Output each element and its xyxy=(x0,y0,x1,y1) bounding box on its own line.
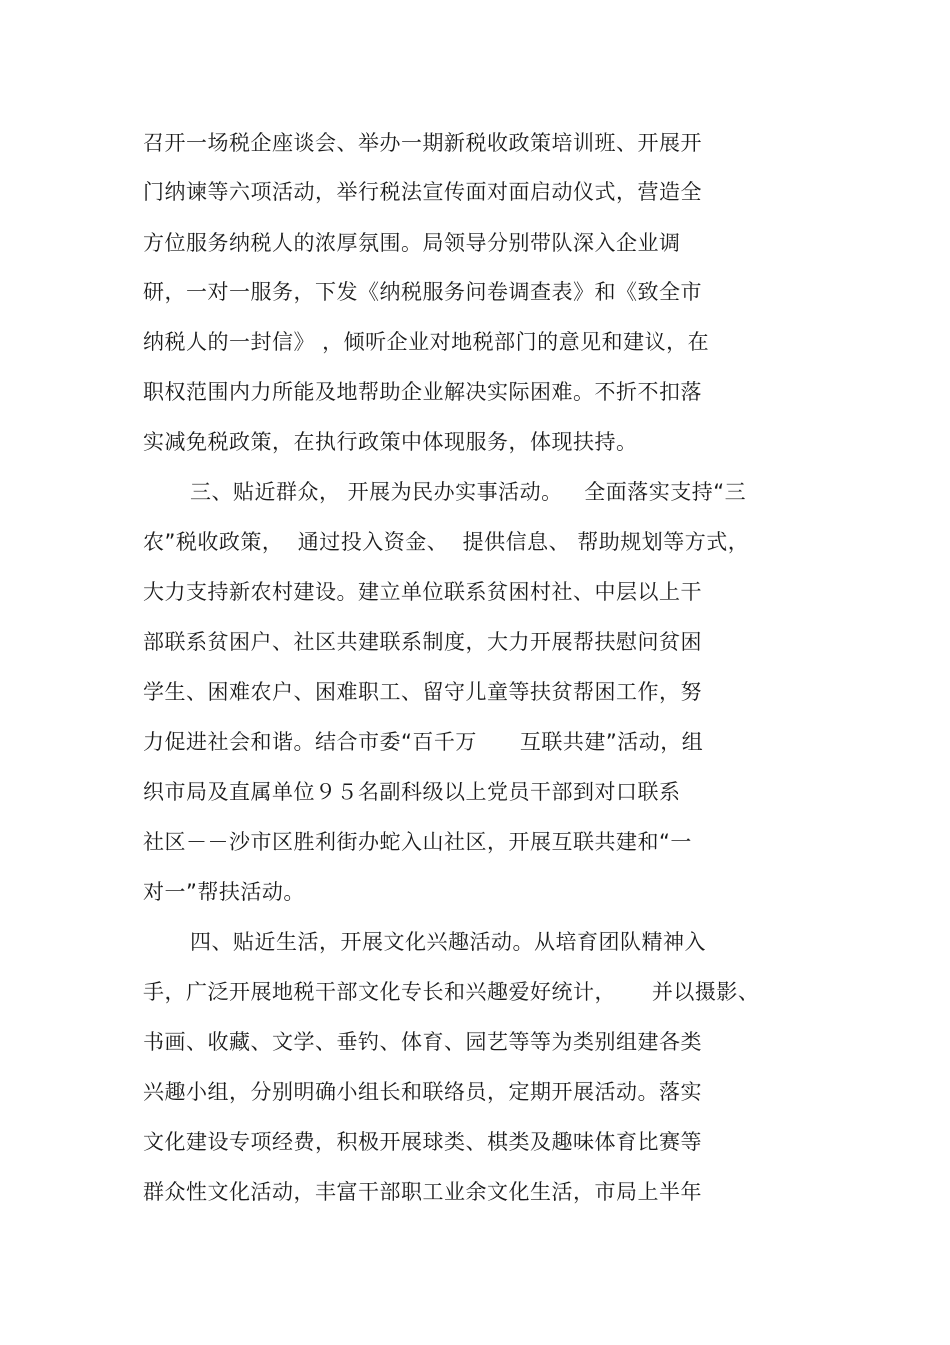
text-line: 农”税收政策， 通过投入资金、 提供信息、 帮助规划等方式， xyxy=(143,530,750,554)
text-line: 方位服务纳税人的浓厚氛围。局领导分别带队深入企业调 xyxy=(143,231,681,255)
text-line: 力促进社会和谐。结合市委“百千万 互联共建”活动，组 xyxy=(143,730,704,754)
paragraph-heading-3: 三、贴近群众， 开展为民办实事活动。 全面落实支持“三 xyxy=(190,480,747,504)
text-line: 门纳谏等六项活动，举行税法宣传面对面启动仪式，营造全 xyxy=(143,180,702,204)
text-line: 织市局及直属单位９５名副科级以上党员干部到对口联系 xyxy=(143,780,681,804)
text-line: 实减免税政策，在执行政策中体现服务，体现扶持。 xyxy=(143,430,638,454)
text-line: 召开一场税企座谈会、举办一期新税收政策培训班、开展开 xyxy=(143,131,702,155)
text-line: 大力支持新农村建设。建立单位联系贫困村社、中层以上干 xyxy=(143,580,702,604)
text-line: 部联系贫困户、社区共建联系制度，大力开展帮扶慰问贫困 xyxy=(143,630,702,654)
text-line: 对一”帮扶活动。 xyxy=(143,880,305,904)
text-line: 群众性文化活动，丰富干部职工业余文化生活，市局上半年 xyxy=(143,1180,702,1204)
text-line: 手，广泛开展地税干部文化专长和兴趣爱好统计， 并以摄影、 xyxy=(143,980,760,1004)
text-line: 书画、收藏、文学、垂钓、体育、园艺等等为类别组建各类 xyxy=(143,1030,702,1054)
paragraph-heading-4: 四、贴近生活，开展文化兴趣活动。从培育团队精神入 xyxy=(190,930,706,954)
text-line: 兴趣小组，分别明确小组长和联络员，定期开展活动。落实 xyxy=(143,1080,702,1104)
text-line: 研，一对一服务，下发《纳税服务问卷调查表》和《致全市 xyxy=(143,280,702,304)
text-line: 文化建设专项经费，积极开展球类、棋类及趣味体育比赛等 xyxy=(143,1130,702,1154)
text-line: 社区－－沙市区胜利街办蛇入山社区，开展互联共建和“一 xyxy=(143,830,692,854)
text-line: 纳税人的一封信》 ，倾听企业对地税部门的意见和建议，在 xyxy=(143,330,710,354)
text-line: 职权范围内力所能及地帮助企业解决实际困难。不折不扣落 xyxy=(143,380,702,404)
text-line: 学生、困难农户、困难职工、留守儿童等扶贫帮困工作，努 xyxy=(143,680,702,704)
